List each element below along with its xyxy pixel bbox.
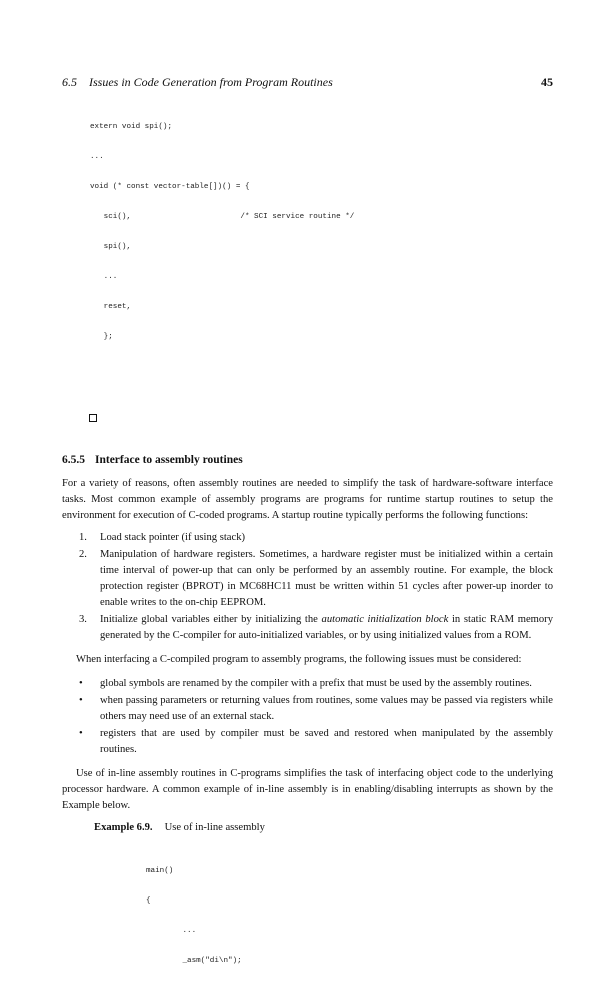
running-header (62, 75, 553, 90)
end-of-example-square-icon (89, 414, 97, 422)
code-line: ... (90, 273, 118, 281)
code-line: extern void spi(); (90, 123, 173, 131)
code-line: ... (90, 153, 104, 161)
list-item: • registers that are used by compiler must be saved and restored when manipulated by the assembly routines. (79, 726, 553, 758)
example-caption: Example 6.9. Use of in-line assembly (94, 822, 265, 833)
code-block-vector-table (90, 102, 553, 362)
section-heading: 6.5.5 Interface to assembly routines (62, 454, 243, 466)
intro-paragraph: For a variety of reasons, often assembly routines are needed to simplify the task of hardware-software interface tasks. Most common example of assembly programs are programs for runtime startup routines to setup the environment for execution of C-coded programs. A startup routine typically performs the following functions: (62, 478, 553, 521)
list-item: 1. Load stack pointer (if using stack) (79, 532, 246, 543)
code-line: spi(), (90, 243, 132, 251)
bullet-icon: • (79, 728, 83, 739)
page-number: 45 (541, 75, 553, 89)
list-item: • when passing parameters or returning values from routines, some values may be passed via registers while others may need use of an external stack. (79, 693, 553, 725)
code-line: main() (146, 867, 174, 875)
code-line: reset, (90, 303, 132, 311)
startup-functions-list (79, 530, 553, 644)
code-block-inline-asm (146, 846, 553, 986)
code-line: _asm("di\n"); (146, 957, 242, 965)
issues-list (79, 676, 553, 758)
list-item: 2. Manipulation of hardware registers. Sometimes, a hardware register must be initialized within a certain time interval of power-up that can only be performed by an assembly routine. For example, the block protection register (BPROT) in MC68HC11 must be written within 51 cycles after power-up inorder to enable writes to the on-chip EEPROM. (79, 549, 553, 608)
bullet-icon: • (79, 678, 83, 689)
interfacing-paragraph: When interfacing a C-compiled program to assembly programs, the following issues must be considered: (76, 654, 522, 665)
code-line: }; (90, 333, 113, 341)
bullet-icon: • (79, 695, 83, 706)
inline-assembly-paragraph: Use of in-line assembly routines in C-programs simplifies the task of interfacing object code to the underlying processor hardware. A common example of in-line assembly is in enabling/disabling interrupts as shown by the Example below. (62, 768, 553, 811)
list-item: 3. Initialize global variables either by initializing the automatic initialization block in static RAM memory generated by the C-compiler for auto-initialized variables, or by using initialized values from a ROM. (79, 614, 554, 641)
code-line: ... (146, 927, 197, 935)
header-title: 6.5 Issues in Code Generation from Program Routines (62, 75, 333, 89)
list-item: • global symbols are renamed by the compiler with a prefix that must be used by the assembly routines. (79, 676, 553, 692)
code-line: { (146, 897, 151, 905)
code-line: sci(), /* SCI service routine */ (90, 213, 355, 221)
code-line: void (* const vector-table[])() = { (90, 183, 250, 191)
